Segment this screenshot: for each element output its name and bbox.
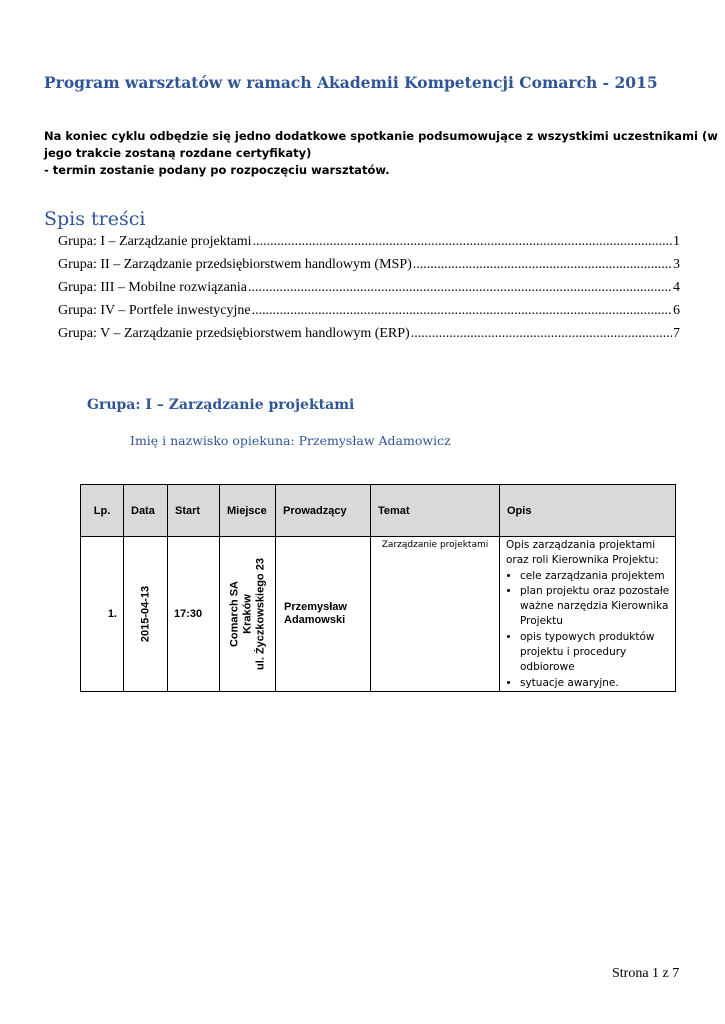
cell-lp: 1. [81,537,124,692]
place-line: Comarch SA [228,580,240,648]
date-text: 2015-04-13 [139,585,151,643]
document-title: Program warsztatów w ramach Akademii Kompetencji Comarch - 2015 [44,73,658,92]
toc-entry-label: Grupa: V – Zarządzanie przedsiębiorstwem handlowym (ERP) [58,326,410,341]
place-line: Kraków [241,594,253,634]
cell-description [500,537,676,692]
cell-start: 17:30 [168,537,220,692]
toc-entry-page: 4 [673,280,680,295]
toc-leader-dots [411,326,672,342]
toc-entry-page: 1 [673,234,680,249]
mentor-name: Imię i nazwisko opiekuna: Przemysław Adamowicz [130,433,451,448]
header-miejsce: Miejsce [220,485,276,537]
cell-place [220,537,276,692]
toc-entry-label: Grupa: IV – Portfele inwestycyjne [58,303,251,318]
header-lp: Lp. [81,485,124,537]
intro-line: - termin zostanie podany po rozpoczęciu warsztatów. [44,163,390,177]
header-data: Data [124,485,168,537]
cell-leader [276,537,371,692]
toc-entry-2[interactable] [58,257,680,280]
table-of-contents [58,234,680,349]
description-intro: Opis zarządzania projektami [506,539,656,551]
toc-entry-page: 3 [673,257,680,272]
toc-leader-dots [413,257,672,273]
toc-leader-dots [253,234,672,250]
toc-leader-dots [248,280,672,296]
toc-entry-1[interactable] [58,234,680,257]
toc-entry-label: Grupa: III – Mobilne rozwiązania [58,280,247,295]
intro-note [44,128,718,179]
place-line: ul. Życzkowskiego 23 [254,558,266,670]
table-row [81,537,676,692]
toc-entry-page: 7 [673,326,680,341]
description-intro: oraz roli Kierownika Projektu: [506,554,659,567]
list-item: • cele zarządzania projektem [520,569,672,584]
toc-title: Spis treści [44,208,146,230]
toc-entry-label: Grupa: II – Zarządzanie przedsiębiorstwem handlowym (MSP) [58,257,412,272]
intro-line: jego trakcie zostaną rozdane certyfikaty) [44,146,312,160]
intro-line: Na koniec cyklu odbędzie się jedno dodatkowe spotkanie podsumowujące z wszystkimi uczestnikami (w [44,129,718,143]
page-number: Strona 1 z 7 [612,966,680,981]
toc-leader-dots [252,303,672,319]
toc-entry-3[interactable] [58,280,680,303]
toc-entry-5[interactable] [58,326,680,349]
schedule-table [80,484,676,692]
header-temat: Temat [371,485,500,537]
cell-date [124,537,168,692]
header-opis: Opis [500,485,676,537]
header-start: Start [168,485,220,537]
header-prowadzacy: Prowadzący [276,485,371,537]
cell-topic: Zarządzanie projektami [371,537,500,692]
leader-line: Adamowski [284,614,346,626]
place-text [228,558,267,670]
section-heading: Grupa: I – Zarządzanie projektami [87,397,355,413]
leader-line: Przemysław [284,601,347,613]
toc-entry-4[interactable] [58,303,680,326]
toc-entry-page: 6 [673,303,680,318]
list-item: • plan projektu oraz pozostałe ważne narzędzia Kierownika Projektu [520,584,672,630]
list-item: • opis typowych produktów projektu i procedury odbiorowe [520,630,672,676]
description-list [506,569,672,691]
table-header-row [81,485,676,537]
list-item: • sytuacje awaryjne. [520,676,672,691]
toc-entry-label: Grupa: I – Zarządzanie projektami [58,234,252,249]
